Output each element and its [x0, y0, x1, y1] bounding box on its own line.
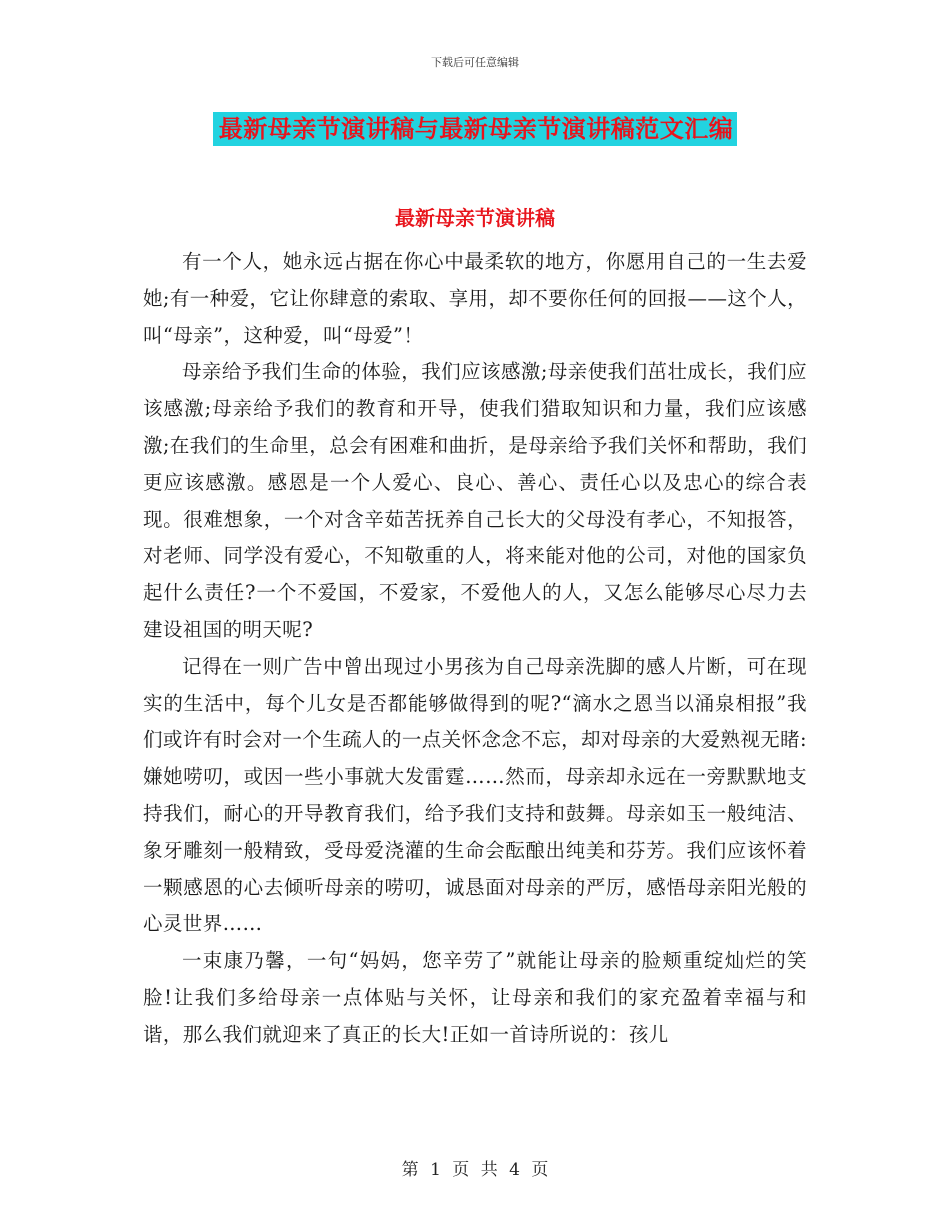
paragraph-2: 母亲给予我们生命的体验，我们应该感激;母亲使我们茁壮成长，我们应该感激;母亲给予我们的教育和开导，使我们猎取知识和力量，我们应该感激;在我们的生命里，总会有困难和曲折，是母亲给予我们关怀和帮助，我们更应该感激。感恩是一个人爱心、良心、善心、责任心以及忠心的综合表现。很难想象，一个对含辛茹苦抚养自己长大的父母没有孝心，不知报答，对老师、同学没有爱心，不知敬重的人，将来能对他的公司，对他的国家负起什么责任?一个不爱国，不爱家，不爱他人的人，又怎么能够尽心尽力去建设祖国的明天呢? — [143, 360, 807, 641]
document-body — [143, 244, 807, 1054]
document-title-wrapper — [0, 112, 950, 146]
header-note: 下载后可任意编辑 — [431, 56, 519, 69]
paragraph-1: 有一个人，她永远占据在你心中最柔软的地方，你愿用自己的一生去爱她;有一种爱，它让你肆意的索取、享用，却不要你任何的回报——这个人，叫“母亲”，这种爱，叫“母爱”！ — [143, 250, 807, 347]
section-title: 最新母亲节演讲稿 — [395, 206, 555, 230]
page-footer: 第 1 页 共 4 页 — [401, 1160, 549, 1180]
paragraph-3: 记得在一则广告中曾出现过小男孩为自己母亲洗脚的感人片断，可在现实的生活中，每个儿女是否都能够做得到的呢?“滴水之恩当以涌泉相报”我们或许有时会对一个生疏人的一点关怀念念不忘，却对母亲的大爱熟视无睹:嫌她唠叨，或因一些小事就大发雷霆……然而，母亲却永远在一旁默默地支持我们，耐心的开导教育我们，给予我们支持和鼓舞。母亲如玉一般纯洁、象牙雕刻一般精致，受母爱浇灌的生命会酝酿出纯美和芬芳。我们应该怀着一颗感恩的心去倾听母亲的唠叨，诚恳面对母亲的严厉，感悟母亲阳光般的心灵世界…… — [143, 654, 807, 936]
document-title: 最新母亲节演讲稿与最新母亲节演讲稿范文汇编 — [213, 112, 738, 146]
paragraph-4: 一束康乃馨，一句“妈妈，您辛劳了”就能让母亲的脸颊重绽灿烂的笑脸!让我们多给母亲一点体贴与关怀，让母亲和我们的家充盈着幸福与和谐，那么我们就迎来了真正的长大!正如一首诗所说的：孩儿 — [143, 949, 807, 1046]
